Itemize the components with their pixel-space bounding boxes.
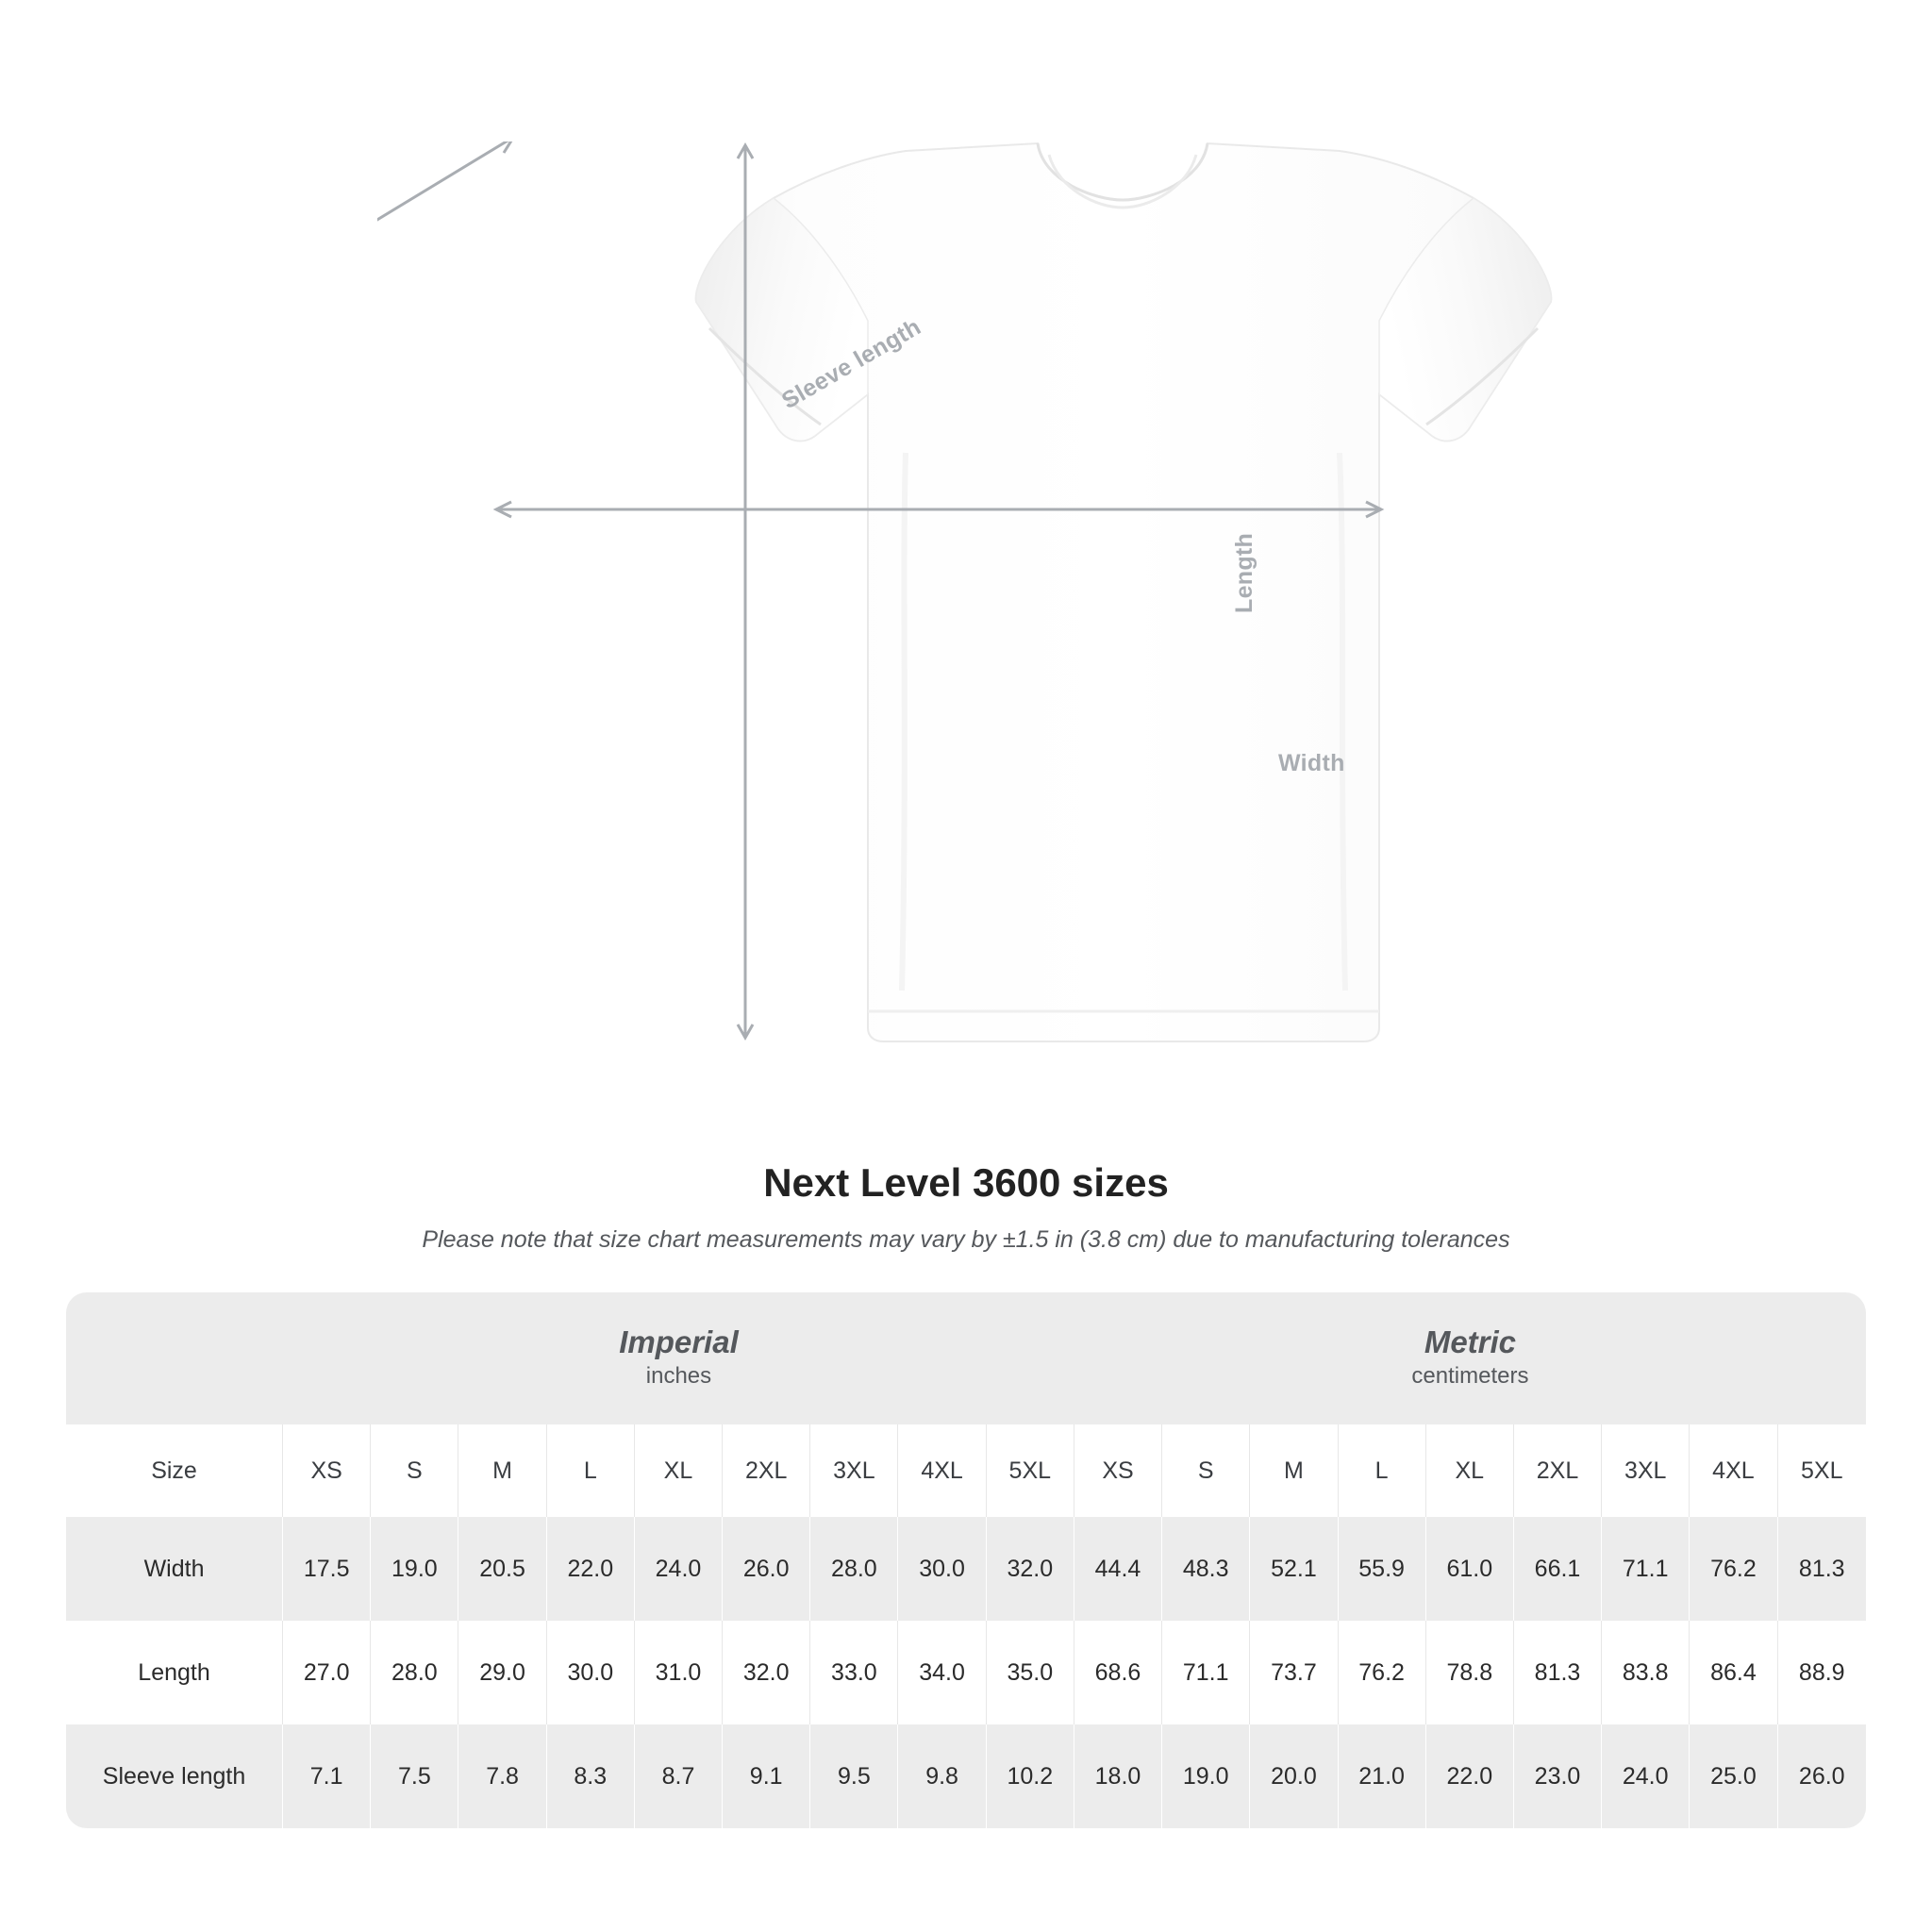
cell-length-metric-s: 71.1: [1162, 1621, 1250, 1724]
tolerance-note: Please note that size chart measurements may vary by ±1.5 in (3.8 cm) due to manufacturing tolerances: [422, 1226, 1510, 1253]
cell-width-metric-2xl: 66.1: [1514, 1517, 1602, 1621]
cell-sleeve-metric-5xl: 26.0: [1778, 1724, 1866, 1828]
sleeve-dimension-label: Sleeve length: [777, 313, 925, 415]
cell-sleeve-imperial-m: 7.8: [458, 1724, 546, 1828]
unit-row-spacer: [66, 1292, 283, 1424]
cell-width-imperial-l: 22.0: [547, 1517, 635, 1621]
unit-group-metric-sub: centimeters: [1411, 1363, 1529, 1390]
tshirt-graphic: [377, 142, 1557, 1132]
cell-width-imperial-s: 19.0: [371, 1517, 458, 1621]
cell-sleeve-metric-s: 19.0: [1162, 1724, 1250, 1828]
cell-sleeve-imperial-3xl: 9.5: [810, 1724, 898, 1828]
cell-length-imperial-s: 28.0: [371, 1621, 458, 1724]
size-header-metric-3xl: 3XL: [1602, 1424, 1690, 1517]
cell-length-metric-5xl: 88.9: [1778, 1621, 1866, 1724]
page-title: Next Level 3600 sizes: [763, 1160, 1169, 1205]
size-header-metric-2xl: 2XL: [1514, 1424, 1602, 1517]
cell-length-metric-2xl: 81.3: [1514, 1621, 1602, 1724]
tshirt-svg: [377, 142, 1557, 1132]
cell-sleeve-metric-l: 21.0: [1339, 1724, 1426, 1828]
cell-sleeve-metric-3xl: 24.0: [1602, 1724, 1690, 1828]
cell-width-metric-5xl: 81.3: [1778, 1517, 1866, 1621]
cell-length-imperial-3xl: 33.0: [810, 1621, 898, 1724]
length-dimension-label: Length: [1231, 532, 1257, 613]
table-row-width: [66, 1517, 1866, 1621]
cell-length-imperial-xl: 31.0: [635, 1621, 723, 1724]
size-header-metric-4xl: 4XL: [1690, 1424, 1777, 1517]
size-table-container: [66, 1292, 1866, 1828]
cell-width-imperial-4xl: 30.0: [898, 1517, 986, 1621]
cell-length-metric-4xl: 86.4: [1690, 1621, 1777, 1724]
cell-length-imperial-m: 29.0: [458, 1621, 546, 1724]
cell-sleeve-imperial-xl: 8.7: [635, 1724, 723, 1828]
cell-sleeve-imperial-l: 8.3: [547, 1724, 635, 1828]
unit-group-imperial-name: Imperial: [619, 1324, 739, 1360]
cell-length-imperial-5xl: 35.0: [987, 1621, 1074, 1724]
size-header-row: [66, 1424, 1866, 1517]
cell-sleeve-metric-4xl: 25.0: [1690, 1724, 1777, 1828]
cell-length-imperial-l: 30.0: [547, 1621, 635, 1724]
cell-length-metric-xs: 68.6: [1074, 1621, 1162, 1724]
cell-sleeve-metric-xl: 22.0: [1426, 1724, 1514, 1828]
cell-sleeve-imperial-xs: 7.1: [283, 1724, 371, 1828]
cell-width-imperial-3xl: 28.0: [810, 1517, 898, 1621]
size-header-imperial-s: S: [371, 1424, 458, 1517]
cell-length-imperial-4xl: 34.0: [898, 1621, 986, 1724]
cell-length-metric-l: 76.2: [1339, 1621, 1426, 1724]
size-header-imperial-5xl: 5XL: [987, 1424, 1074, 1517]
cell-width-metric-3xl: 71.1: [1602, 1517, 1690, 1621]
size-header-metric-xl: XL: [1426, 1424, 1514, 1517]
cell-width-imperial-5xl: 32.0: [987, 1517, 1074, 1621]
size-header-imperial-l: L: [547, 1424, 635, 1517]
cell-sleeve-imperial-2xl: 9.1: [723, 1724, 810, 1828]
cell-sleeve-imperial-s: 7.5: [371, 1724, 458, 1828]
size-header-metric-s: S: [1162, 1424, 1250, 1517]
cell-sleeve-metric-m: 20.0: [1250, 1724, 1338, 1828]
width-dimension-label: Width: [1278, 750, 1345, 776]
cell-length-metric-m: 73.7: [1250, 1621, 1338, 1724]
table-row-sleeve-length: [66, 1724, 1866, 1828]
cell-width-imperial-2xl: 26.0: [723, 1517, 810, 1621]
cell-width-metric-s: 48.3: [1162, 1517, 1250, 1621]
size-header-metric-l: L: [1339, 1424, 1426, 1517]
row-label-length: Length: [66, 1621, 283, 1724]
row-label-sleeve-length: Sleeve length: [66, 1724, 283, 1828]
cell-length-metric-xl: 78.8: [1426, 1621, 1514, 1724]
cell-length-imperial-2xl: 32.0: [723, 1621, 810, 1724]
size-header-imperial-3xl: 3XL: [810, 1424, 898, 1517]
unit-group-imperial-sub: inches: [645, 1363, 712, 1390]
size-header-imperial-4xl: 4XL: [898, 1424, 986, 1517]
cell-length-metric-3xl: 83.8: [1602, 1621, 1690, 1724]
fold-left: [902, 453, 906, 991]
cell-sleeve-metric-xs: 18.0: [1074, 1724, 1162, 1828]
cell-width-metric-m: 52.1: [1250, 1517, 1338, 1621]
size-header-metric-5xl: 5XL: [1778, 1424, 1866, 1517]
cell-width-metric-4xl: 76.2: [1690, 1517, 1777, 1621]
cell-width-metric-xl: 61.0: [1426, 1517, 1514, 1621]
unit-header-row: [66, 1292, 1866, 1424]
cell-width-imperial-m: 20.5: [458, 1517, 546, 1621]
size-header-imperial-xs: XS: [283, 1424, 371, 1517]
size-table: [66, 1292, 1866, 1828]
cell-sleeve-imperial-4xl: 9.8: [898, 1724, 986, 1828]
cell-width-imperial-xs: 17.5: [283, 1517, 371, 1621]
cell-length-imperial-xs: 27.0: [283, 1621, 371, 1724]
cell-width-imperial-xl: 24.0: [635, 1517, 723, 1621]
size-header-label: Size: [66, 1424, 283, 1517]
size-header-metric-m: M: [1250, 1424, 1338, 1517]
size-header-metric-xs: XS: [1074, 1424, 1162, 1517]
cell-sleeve-imperial-5xl: 10.2: [987, 1724, 1074, 1828]
unit-group-metric: [1074, 1292, 1866, 1424]
size-header-imperial-m: M: [458, 1424, 546, 1517]
table-row-length: [66, 1621, 1866, 1724]
size-header-imperial-2xl: 2XL: [723, 1424, 810, 1517]
cell-width-metric-xs: 44.4: [1074, 1517, 1162, 1621]
unit-group-metric-name: Metric: [1424, 1324, 1517, 1360]
cell-width-metric-l: 55.9: [1339, 1517, 1426, 1621]
sleeve-dimension-line: [377, 142, 513, 268]
unit-group-imperial: [283, 1292, 1074, 1424]
row-label-width: Width: [66, 1517, 283, 1621]
cell-sleeve-metric-2xl: 23.0: [1514, 1724, 1602, 1828]
size-header-imperial-xl: XL: [635, 1424, 723, 1517]
